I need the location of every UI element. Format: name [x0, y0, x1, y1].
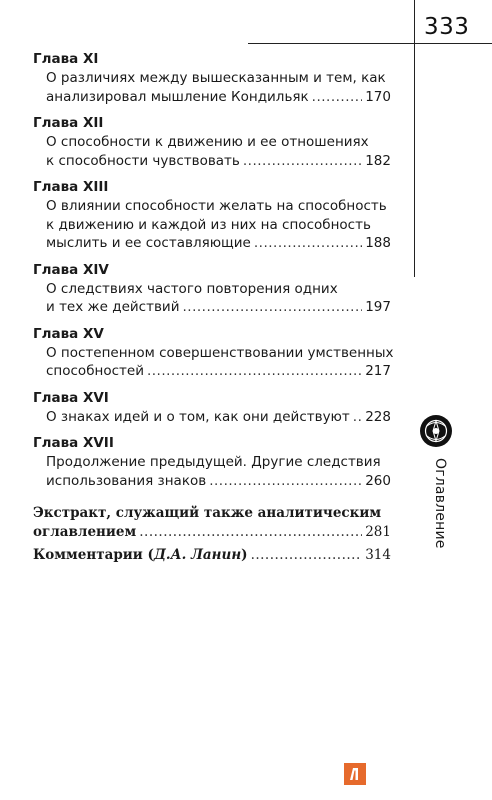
entry-page: 197	[365, 299, 391, 315]
watermark-logo	[344, 763, 366, 785]
entry-line: к движению и каждой из них на способность	[46, 216, 371, 233]
entry-last-line: и тех же действий	[46, 299, 180, 315]
dot-leader	[254, 234, 362, 253]
dot-leader	[147, 362, 362, 381]
table-of-contents	[33, 50, 394, 569]
comments-page: 314	[365, 547, 391, 563]
entry-last-row	[46, 152, 391, 171]
entry-page: 260	[365, 472, 391, 489]
comments-row	[33, 546, 391, 565]
entry-last-row	[46, 362, 391, 381]
chapter-title: Глава XI	[33, 51, 99, 67]
entry-last-row	[46, 88, 391, 107]
toc-chapter	[33, 434, 391, 490]
entry-last-line: использования знаков	[46, 472, 207, 489]
dot-leader	[139, 523, 362, 542]
watermark-letter-icon	[344, 763, 366, 785]
dot-leader	[312, 88, 363, 107]
toc-chapter	[33, 50, 391, 106]
entry-last-line: анализировал мышление Кондильяк	[46, 88, 309, 105]
chapter-title: Глава XVII	[33, 435, 114, 451]
entry-line: О следствиях частого повторения одних	[46, 280, 338, 297]
entry-page: 217	[365, 363, 391, 379]
chapter-title: Глава XIV	[33, 261, 109, 278]
chapter-entry[interactable]	[46, 280, 391, 317]
entry-last-line: мыслить и ее составляющие	[46, 235, 251, 251]
entry-line: О различиях между вышесказанным и тем, как	[46, 70, 386, 86]
entry-last-row	[46, 298, 391, 317]
entry-page: 188	[365, 235, 391, 251]
entry-line: Продолжение предыдущей. Другие следствия	[46, 454, 381, 470]
section-label: Оглавление	[432, 458, 448, 549]
entry-last-line: О знаках идей и о том, как они действуют	[46, 408, 350, 425]
dot-leader	[182, 298, 362, 317]
section-emblem-icon	[419, 414, 453, 448]
header-rule	[248, 43, 492, 44]
entry-last-row	[46, 234, 391, 253]
entry-last-line: к способности чувствовать	[46, 152, 240, 169]
entry-last-row	[46, 472, 391, 491]
toc-chapter	[33, 114, 391, 170]
chapter-entry[interactable]	[46, 197, 391, 253]
entry-page: 170	[365, 88, 391, 105]
entry-page: 228	[365, 408, 391, 425]
entry-line: О влиянии способности желать на способность	[46, 198, 387, 214]
entry-line: О способности к движению и ее отношениях	[46, 134, 369, 150]
entry-last-line: способностей	[46, 363, 144, 379]
toc-extras	[33, 504, 391, 565]
extract-page: 281	[365, 524, 391, 540]
chapter-entry[interactable]	[46, 344, 394, 381]
comments-label: Комментарии (Д.А. Ланин)	[33, 547, 248, 563]
entry-page: 182	[365, 152, 391, 169]
toc-chapter	[33, 389, 391, 427]
comments-entry[interactable]	[33, 546, 391, 565]
chapter-entry[interactable]	[46, 133, 391, 170]
extract-entry[interactable]	[33, 504, 391, 542]
chapter-title: Глава XII	[33, 115, 104, 131]
toc-chapter	[33, 178, 391, 253]
dot-leader	[353, 408, 362, 427]
chapter-title: Глава XVI	[33, 389, 109, 406]
extract-last-line: оглавлением	[33, 524, 137, 540]
page-number: 333	[424, 14, 470, 40]
chapter-title: Глава XV	[33, 325, 104, 342]
entry-line: О постепенном совершенствовании умственных	[46, 344, 394, 361]
dot-leader	[209, 472, 362, 491]
chapter-entry[interactable]	[46, 408, 391, 427]
extract-last-row	[33, 523, 391, 542]
extract-line: Экстракт, служащий также аналитическим	[33, 505, 382, 521]
chapter-entry[interactable]	[46, 69, 391, 106]
chapter-entry[interactable]	[46, 453, 391, 490]
toc-chapter	[33, 261, 391, 317]
dot-leader	[243, 152, 362, 171]
dot-leader	[251, 546, 363, 565]
margin-rule	[414, 0, 415, 277]
comments-author: Д.А. Ланин	[153, 547, 242, 563]
toc-chapter	[33, 325, 394, 381]
chapter-title: Глава XIII	[33, 179, 109, 195]
entry-last-row	[46, 408, 391, 427]
